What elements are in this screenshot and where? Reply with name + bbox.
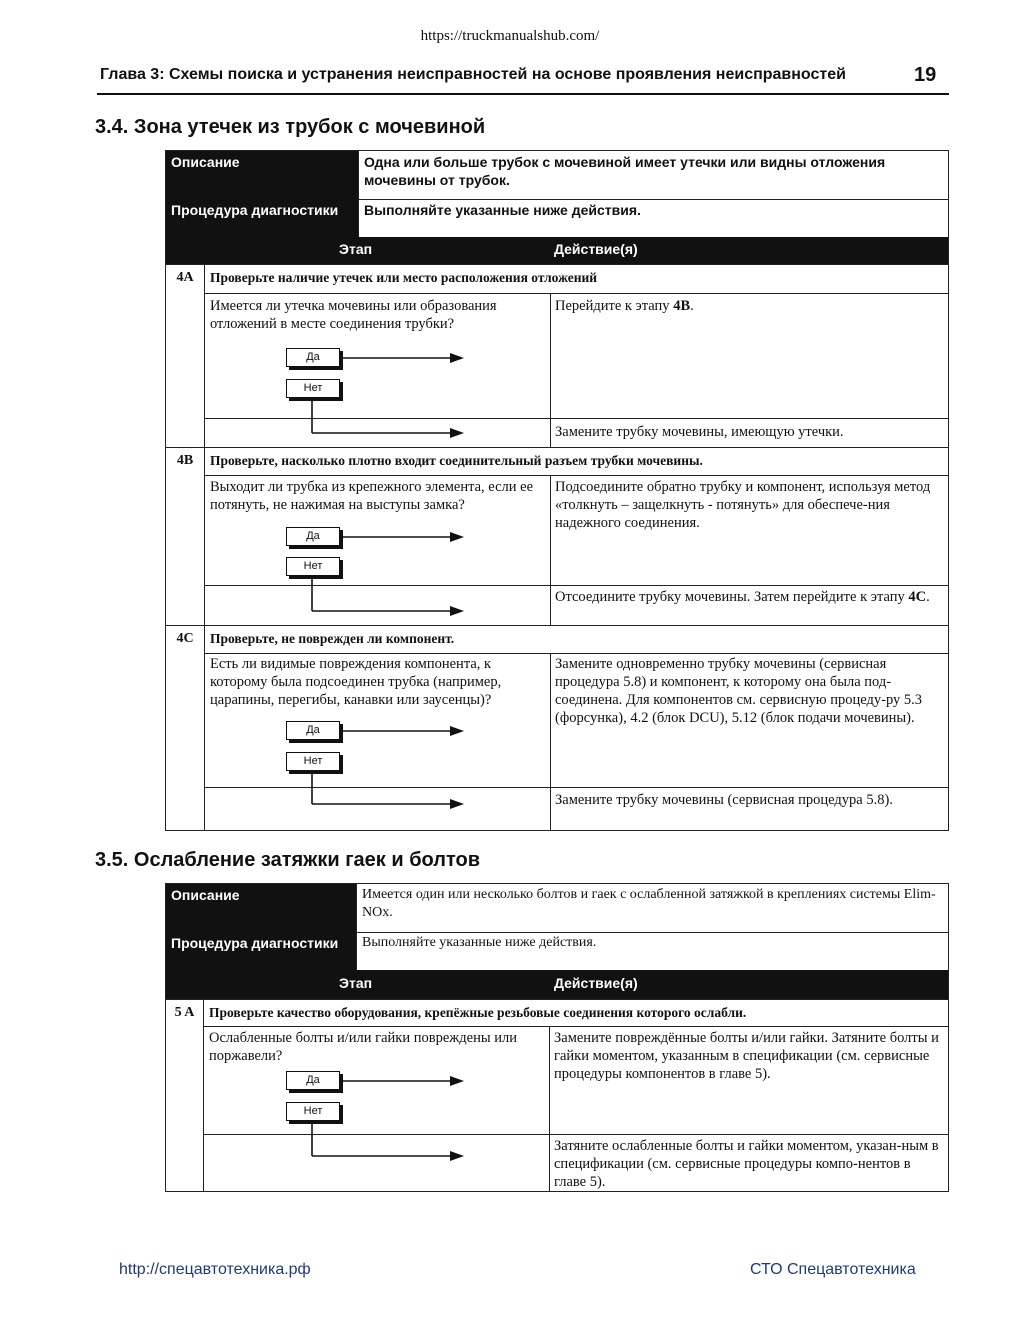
no-action: Отсоедините трубку мочевины. Затем перейдите к этапу 4C. bbox=[555, 589, 930, 605]
procedure-value: Выполняйте указанные ниже действия. bbox=[356, 932, 948, 970]
yes-action: Замените повреждённые болты и/или гайки. Затяните болты и гайки моментом, указанным в спецификации (см. сервисные процедуры компонентов в главе 5). bbox=[554, 1030, 939, 1082]
no-option-box: Нет bbox=[286, 379, 340, 398]
header-rule bbox=[97, 93, 949, 95]
no-option-box: Нет bbox=[286, 557, 340, 576]
yes-option-box: Да bbox=[286, 348, 340, 367]
source-url[interactable]: https://truckmanualshub.com/ bbox=[420, 28, 600, 44]
section-title-3-4: 3.4. Зона утечек из трубок с мочевиной bbox=[95, 116, 486, 138]
yes-action: Подсоедините обратно трубку и компонент, используя метод «толкнуть – защелкнуть - потянуть» для обеспече-ния надежного соединения. bbox=[555, 479, 931, 531]
step-title: Проверьте, насколько плотно входит соединительный разъем трубки мочевины. bbox=[210, 453, 703, 468]
column-step-header: Этап bbox=[339, 241, 373, 257]
description-value: Одна или больше трубок с мочевиной имеет утечки или видны отложения мочевины от трубок. bbox=[358, 151, 948, 199]
column-step-header: Этап bbox=[339, 975, 373, 991]
flow-arrows-4c bbox=[166, 151, 948, 832]
column-action-header: Действие(я) bbox=[554, 975, 638, 991]
step-question: Ослабленные болты и/или гайки повреждены или поржавели? bbox=[209, 1030, 517, 1064]
section-title-3-5: 3.5. Ослабление затяжки гаек и болтов bbox=[95, 849, 481, 871]
procedure-label: Процедура диагностики bbox=[166, 932, 356, 970]
no-action: Затяните ослабленные болты и гайки моментом, указан-ным в спецификации (см. сервисные процедуры компо-нентов в главе 5). bbox=[554, 1138, 939, 1190]
page-number: 19 bbox=[914, 64, 937, 86]
procedure-value: Выполняйте указанные ниже действия. bbox=[358, 199, 948, 237]
step-question: Имеется ли утечка мочевины или образования отложений в месте соединения трубки? bbox=[210, 298, 497, 332]
description-label: Описание bbox=[166, 151, 358, 199]
no-action: Замените трубку мочевины (сервисная процедура 5.8). bbox=[555, 792, 893, 808]
step-number: 5 A bbox=[174, 1005, 195, 1020]
yes-option-box: Да bbox=[286, 1071, 340, 1090]
footer-brand: СТО Спецавтотехника bbox=[750, 1261, 916, 1278]
yes-action: Замените одновременно трубку мочевины (сервисная процедура 5.8) и компонент, к которому она была под-соединена. Для компонентов см. сервисную процеду-ру 5.3 (форсунка), 4.2 (блок DCU), 5.12 (блок подачи мочевины). bbox=[555, 656, 923, 726]
chapter-title: Глава 3: Схемы поиска и устранения неисправностей на основе проявления неисправностей bbox=[100, 66, 846, 83]
no-action: Замените трубку мочевины, имеющую утечки. bbox=[555, 424, 844, 440]
no-option-box: Нет bbox=[286, 1102, 340, 1121]
description-value: Имеется один или несколько болтов и гаек с ослабленной затяжкой в креплениях системы Elim-NOx. bbox=[356, 884, 948, 932]
step-title: Проверьте наличие утечек или место расположения отложений bbox=[210, 270, 598, 285]
description-label: Описание bbox=[166, 884, 356, 932]
step-number: 4C bbox=[176, 631, 194, 646]
flow-arrows-5a bbox=[166, 884, 948, 1193]
step-number: 4A bbox=[176, 270, 194, 285]
diagnostic-table-3-4 bbox=[165, 150, 949, 831]
footer-link[interactable]: http://спецавтотехника.рф bbox=[119, 1261, 311, 1278]
column-action-header: Действие(я) bbox=[554, 241, 638, 257]
step-question: Есть ли видимые повреждения компонента, к которому была подсоединен трубка (например, царапины, перегибы, канавки или заусенцы)? bbox=[210, 656, 502, 708]
diagnostic-table-3-5 bbox=[165, 883, 949, 1192]
step-title: Проверьте, не поврежден ли компонент. bbox=[210, 631, 455, 646]
no-option-box: Нет bbox=[286, 752, 340, 771]
yes-action: Перейдите к этапу 4B. bbox=[555, 298, 694, 314]
step-number: 4B bbox=[176, 453, 194, 468]
step-title: Проверьте качество оборудования, крепёжные резьбовые соединения которого ослабли. bbox=[209, 1005, 747, 1020]
yes-option-box: Да bbox=[286, 527, 340, 546]
step-question: Выходит ли трубка из крепежного элемента, если ее потянуть, не нажимая на выступы замка? bbox=[210, 479, 534, 513]
procedure-label: Процедура диагностики bbox=[166, 199, 358, 237]
yes-option-box: Да bbox=[286, 721, 340, 740]
